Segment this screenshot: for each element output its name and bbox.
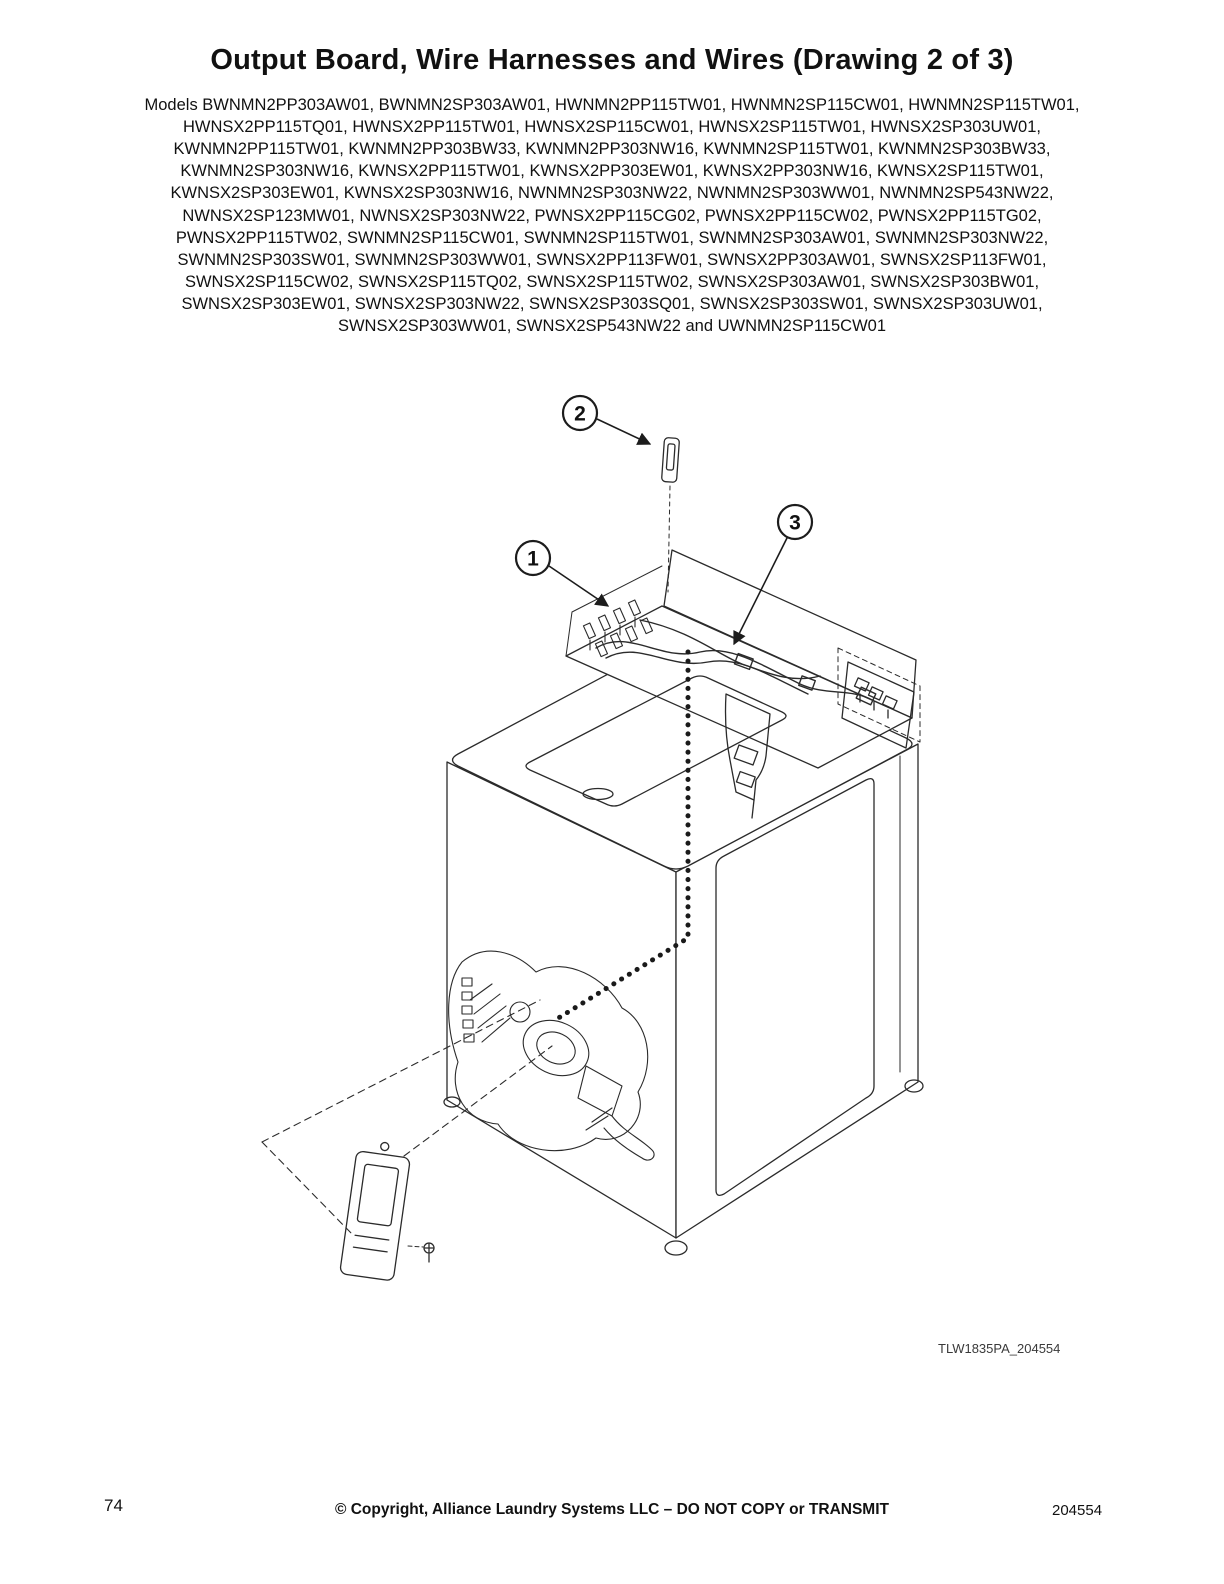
- leveling-foot-front: [665, 1241, 687, 1255]
- callout-3-label: 3: [789, 511, 801, 535]
- figure-code: TLW1835PA_204554: [938, 1341, 1061, 1356]
- footer-page-number: 74: [104, 1496, 123, 1515]
- model-list: Models BWNMN2PP303AW01, BWNMN2SP303AW01, HWNMN2PP115TW01, HWNMN2SP115CW01, HWNMN2SP115TW01, HWNSX2PP115TQ01, HWNSX2PP115TW01, HWNSX2SP115CW01, HWNSX2SP115TW01, HWNSX2SP303UW01, KWNMN2PP115TW01, KWNMN2PP303BW33, KWNMN2PP303NW16, KWNMN2SP115TW01, KWNMN2SP303BW33, KWNMN2SP303NW16, KWNSX2PP115TW01, KWNSX2PP303EW01, KWNSX2PP303NW16, KWNSX2SP115TW01, KWNSX2SP303EW01, KWNSX2SP303NW16, NWNMN2SP303NW22, NWNMN2SP303WW01, NWNMN2SP543NW22, NWNSX2SP123MW01, NWNSX2SP303NW22, PWNSX2PP115CG02, PWNSX2PP115CW02, PWNSX2PP115TG02, PWNSX2PP115TW02, SWNMN2SP115CW01, SWNMN2SP115TW01, SWNMN2SP303AW01, SWNMN2SP303NW22, SWNMN2SP303SW01, SWNMN2SP303WW01, SWNSX2PP113FW01, SWNSX2PP303AW01, SWNSX2SP113FW01, SWNSX2SP115CW02, SWNSX2SP115TQ02, SWNSX2SP115TW02, SWNSX2SP303AW01, SWNSX2SP303BW01, SWNSX2SP303EW01, SWNSX2SP303NW22, SWNSX2SP303SQ01, SWNSX2SP303SW01, SWNSX2SP303UW01, SWNSX2SP303WW01, SWNSX2SP543NW22 and UWNMN2SP115CW01: [144, 96, 1080, 336]
- footer-doc-number: 204554: [1052, 1502, 1103, 1519]
- callout-1-label: 1: [527, 547, 539, 571]
- callout-2: [563, 396, 650, 444]
- washer-line-art: [262, 437, 923, 1281]
- callout-2-label: 2: [574, 402, 586, 426]
- footer-copyright: © Copyright, Alliance Laundry Systems LLC – DO NOT COPY or TRANSMIT: [335, 1501, 889, 1518]
- callout-2-leader: [597, 419, 650, 444]
- callout-1: [516, 541, 608, 606]
- page-title: Output Board, Wire Harnesses and Wires (Drawing 2 of 3): [210, 44, 1014, 76]
- callout-1-leader: [549, 566, 608, 606]
